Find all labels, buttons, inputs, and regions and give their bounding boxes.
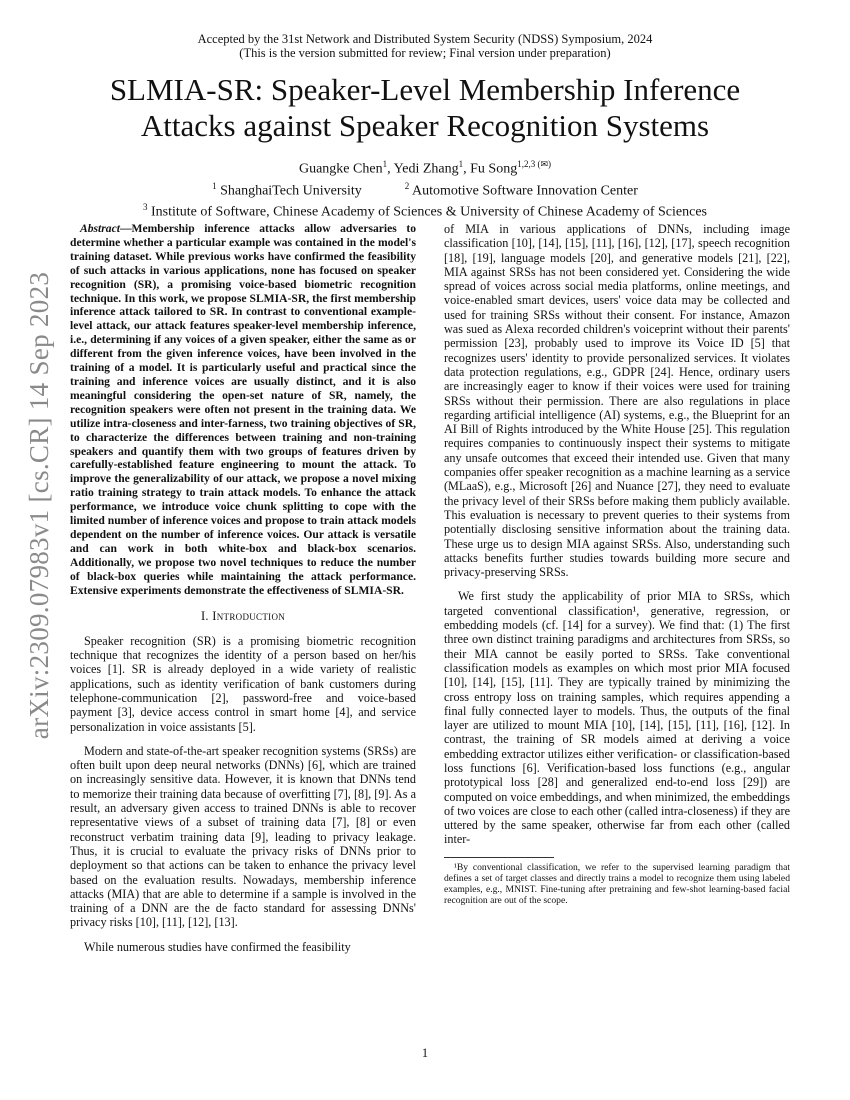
section-title: Introduction [212, 609, 286, 624]
abstract [70, 222, 416, 597]
abstract-text: —Membership inference attacks allow adversaries to determine whether a particular example was contained in the model's training dataset. While previous works have confirmed the feasibility of such attacks in various applications, none has focused on speaker recognition (SR), a promising voice-based biometric recognition technique. In this work, we propose SLMIA-SR, the first membership inference attack tailored to SR. In contrast to conventional example-level attack, our attack features speaker-level membership inference, i.e., determining if any voices of a given speaker, either the same as or different from the given inference voices, have been involved in the training of a model. It is particularly useful and practical since the training and inference voices are usually distinct, and it is also meaningful considering the open-set nature of SR, namely, the recognition speakers were often not present in the training data. We utilize intra-closeness and inter-farness, two training objectives of SR, to characterize the differences between training and non-training speakers and quantify them with two groups of features driven by carefully-established feature engineering to mount the attack. To improve the generalizability of our attack, we propose a novel mixing ratio training strategy to train attack models. To enhance the attack performance, we introduce voice chunk splitting to cope with the limited number of inference voices and propose to train attack models dependent on the number of inference voices. Our attack is versatile and can work in both white-box and black-box scenarios. Additionally, we propose two novel techniques to reduce the number of black-box queries while maintaining the attack performance. Extensive experiments demonstrate the effectiveness of SLMIA-SR. [70, 222, 416, 597]
affiliation-mark: 2 [404, 180, 410, 191]
affiliation-name: Institute of Software, Chinese Academy of Sciences & University of Chinese Academy of Sciences [151, 204, 707, 220]
author-name: Guangke Chen [298, 161, 383, 177]
author-name: Fu Song [470, 161, 518, 177]
author-affiliation-mark: 1 [382, 159, 388, 169]
author-names: Guangke Chen$^1$, Yedi Zhang$^1$, Fu Song$^{1,2,3 (✉)}$ [298, 159, 552, 177]
affiliation-name: Automotive Software Innovation Center [412, 183, 638, 199]
body-paragraph: Speaker recognition (SR) is a promising biometric recognition technique that recognizes the identity of a person based on her/his voices [1]. SR is already deployed in a wide variety of realistic applications, such as identity verification of bank customers during telephone-communication [2], password-free and voice-based payment [3], device access control in smart home [4], and service personalization in voice assistants [5]. [70, 633, 416, 734]
author-block [0, 156, 850, 221]
page-number: 1 [421, 1046, 429, 1060]
body-paragraph: While numerous studies have confirmed the feasibility [84, 939, 351, 954]
body-paragraph: of MIA in various applications of DNNs, including image classification [10], [14], [15], [11], [16], [12], [17], speech recognition [18], [19], language models [20], and generative models [21], [22], MIA against SRSs has not been considered yet. Considering the wide spread of voices across social media platforms, online meetings, and voice-enabled smart devices, users' voice data may be collected and used for training SRSs without their consent. For instance, Amazon was sued as Alexa recorded children's voiceprint without their parents' permission [23], probably used to improve its Voice ID [5] that recognizes users' identity to provide personalized services. It violates data protection regulations, e.g., GDPR [24]. Hence, ordinary users are increasingly eager to know if their voices were used for training SRSs without their permission. There are also regulations in place regarding artificial intelligence (AI) systems, e.g., the Blueprint for an AI Bill of Rights introduced by the White House [25]. This regulation requires companies to continuously inspect their systems to mitigate any unsafe outcomes that exceed their intended use. Given that many companies offer speaker recognition as a machine learning as a service (MLaaS), e.g., Microsoft [26] and Nuance [27], they need to evaluate the privacy level of their SRSs before making them publicly available. This evaluation is necessary to prevent queries to their systems from potentially disclosing sensitive information about the training data. These urge us to design MIA against SRSs. Also, understanding such attacks benefits further studies towards building more secure and privacy-preserving SRSs. [444, 222, 790, 580]
arxiv-identifier-stamp [10, 271, 70, 739]
footnote: ¹By conventional classification, we refer to the supervised learning paradigm that defines a set of target classes and directly trains a model to recognize them using labeled examples, e.g., MNIST. Fine-tuning after pretraining and few-shot learning-based facial recognition are out of the scope. [444, 861, 790, 907]
affiliation-mark: 1 [212, 180, 217, 191]
author-affiliation-mark: 1,2,3 (✉) [517, 159, 552, 169]
affiliation-name: ShanghaiTech University [220, 183, 362, 199]
arxiv-identifier-text: arXiv:2309.07983v1 [cs.CR] 14 Sep 2023 [24, 271, 55, 739]
affiliation-line [0, 199, 850, 221]
body-paragraph: We first study the applicability of prior MIA to SRSs, which targeted conventional classification¹, generative, regression, or embedding models (cf. [14] for a survey). We find that: (1) The first three own distinct training paradigms and architectures from SRSs, so their MIA cannot be easily ported to SRSs. Take conventional classification models as examples on which most prior MIA focused [10], [14], [15], [11]. They are typically trained by minimizing the cross entropy loss on training samples, which requires appending a final fully connected layer to models. Thus, the outputs of the final layer are utilized to mount MIA [10], [14], [15], [11], [16], [12]. In contrast, the training of SR models aimed at deriving a voice embedding extractor utilizes either verification- or classification-based loss functions [6]. Verification-based loss functions (e.g., angular prototypical loss [28] and generalized end-to-end loss [29]) are computed on voice embeddings, and when minimized, the embeddings of two voices are close to each other (called intra-closeness) if they are uttered by the same speaker, otherwise far from each other (called inter- [444, 589, 790, 847]
affiliation-mark: 3 [143, 202, 148, 213]
left-column [70, 222, 416, 964]
affiliation-line [0, 178, 850, 200]
review-version-note: (This is the version submitted for review; Final version under preparation) [239, 46, 611, 60]
author-affiliation-mark: 1 [458, 159, 464, 169]
abstract-lead: Abstract [80, 222, 120, 235]
right-column [444, 222, 790, 907]
author-name: Yedi Zhang [393, 161, 459, 177]
acceptance-line: Accepted by the 31st Network and Distributed System Security (NDSS) Symposium, 2024 [197, 32, 653, 46]
body-paragraph: Modern and state-of-the-art speaker recognition systems (SRSs) are often built upon deep neural networks (DNNs) [6], which are trained on increasingly sensitive data. However, it is known that DNNs tend to memorize their training data because of overfitting [7], [8], [9]. As a result, an adversary given access to trained DNNs is able to recover representative views of a subset of training data [7], [8] or even reconstruct verbatim training data [9], leading to privacy leakage. Thus, it is crucial to evaluate the privacy risks of DNNs prior to deployment so that actions can be taken to enhance the privacy level based on the evaluation results. Nowadays, membership inference attacks (MIA) that are able to determine if a sample is involved in the training of a DNN are the de facto standard for assessing DNNs' privacy risks [10], [11], [12], [13]. [70, 743, 416, 930]
footnote-divider [444, 857, 554, 858]
acceptance-notice [0, 32, 850, 60]
paper-title: SLMIA-SR: Speaker-Level Membership Inference Attacks against Speaker Recognition Systems [109, 72, 741, 143]
section-heading [70, 609, 416, 623]
section-number: I. [200, 609, 209, 624]
